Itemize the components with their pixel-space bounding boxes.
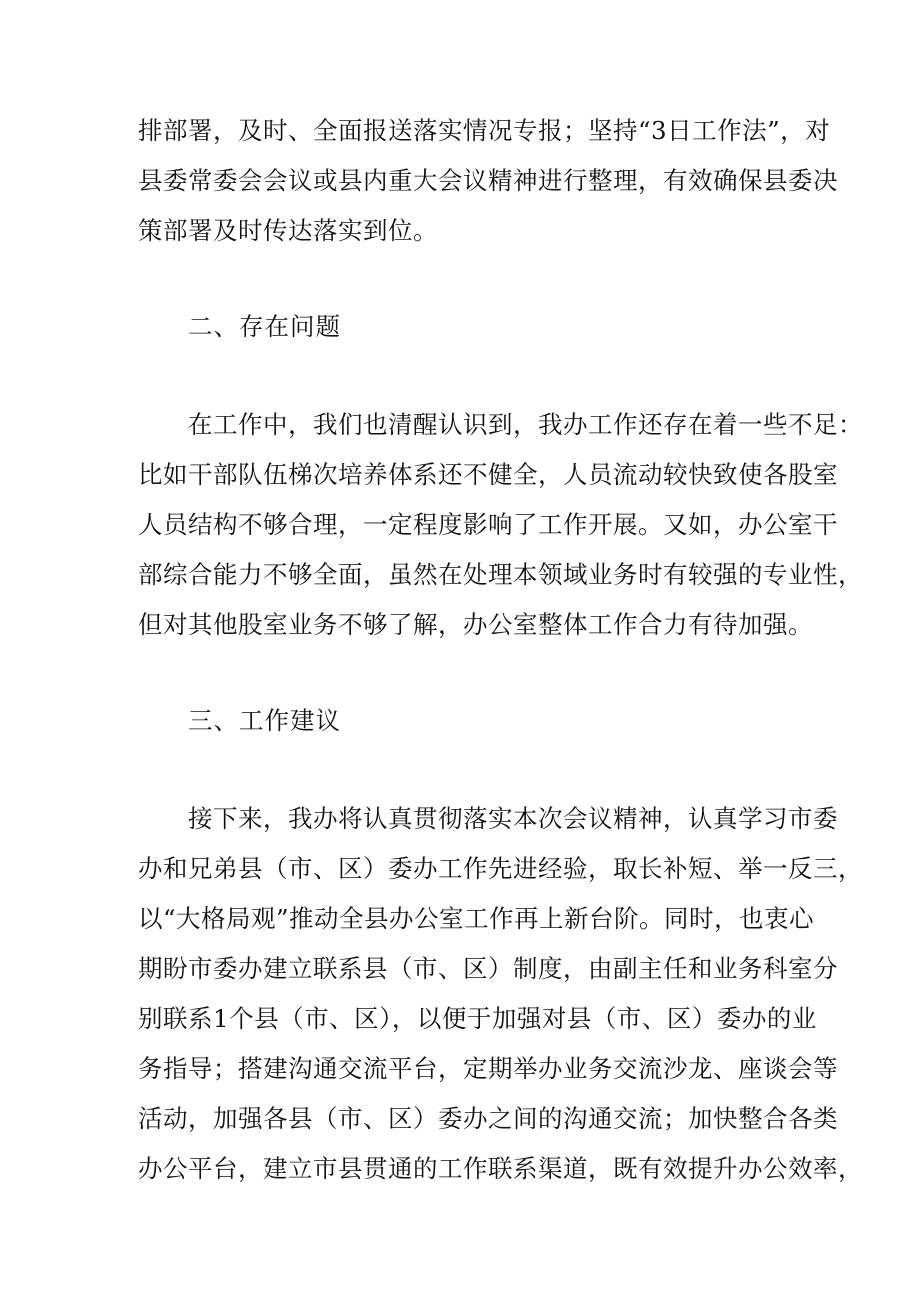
paragraph-3-line-1: 接下来，我办将认真贯彻落实本次会议精神，认真学习市委 (188, 804, 838, 833)
paragraph-3-line-6: 务指导；搭建沟通交流平台，定期举办业务交流沙龙、座谈会等 (138, 1054, 838, 1083)
paragraph-1-line-2: 县委常委会会议或县内重大会议精神进行整理，有效确保县委决 (138, 166, 838, 195)
paragraph-3-line-8: 办公平台，建立市县贯通的工作联系渠道，既有效提升办公效率， (138, 1154, 863, 1183)
paragraph-1-line-1: 排部署，及时、全面报送落实情况专报；坚持“3日工作法”，对 (138, 116, 831, 145)
paragraph-2-line-2: 比如干部队伍梯次培养体系还不健全，人员流动较快致使各股室 (138, 460, 838, 489)
section-heading-2: 二、存在问题 (188, 312, 341, 341)
paragraph-2-line-5: 但对其他股室业务不够了解，办公室整体工作合力有待加强。 (138, 610, 813, 639)
paragraph-3-line-2: 办和兄弟县（市、区）委办工作先进经验，取长补短、举一反三， (138, 854, 863, 883)
paragraph-2-line-4: 部综合能力不够全面，虽然在处理本领域业务时有较强的专业性， (138, 560, 863, 589)
paragraph-3-line-5: 别联系1个县（市、区），以便于加强对县（市、区）委办的业 (138, 1004, 817, 1033)
paragraph-3-line-4: 期盼市委办建立联系县（市、区）制度，由副主任和业务科室分 (138, 954, 838, 983)
paragraph-2-line-3: 人员结构不够合理，一定程度影响了工作开展。又如，办公室干 (138, 510, 838, 539)
paragraph-2-line-1: 在工作中，我们也清醒认识到，我办工作还存在着一些不足： (188, 410, 863, 439)
paragraph-3-line-3: 以“大格局观”推动全县办公室工作再上新台阶。同时，也衷心 (138, 904, 815, 933)
paragraph-1-line-3: 策部署及时传达落实到位。 (138, 216, 438, 245)
paragraph-3-line-7: 活动，加强各县（市、区）委办之间的沟通交流；加快整合各类 (138, 1104, 838, 1133)
section-heading-3: 三、工作建议 (188, 706, 341, 735)
